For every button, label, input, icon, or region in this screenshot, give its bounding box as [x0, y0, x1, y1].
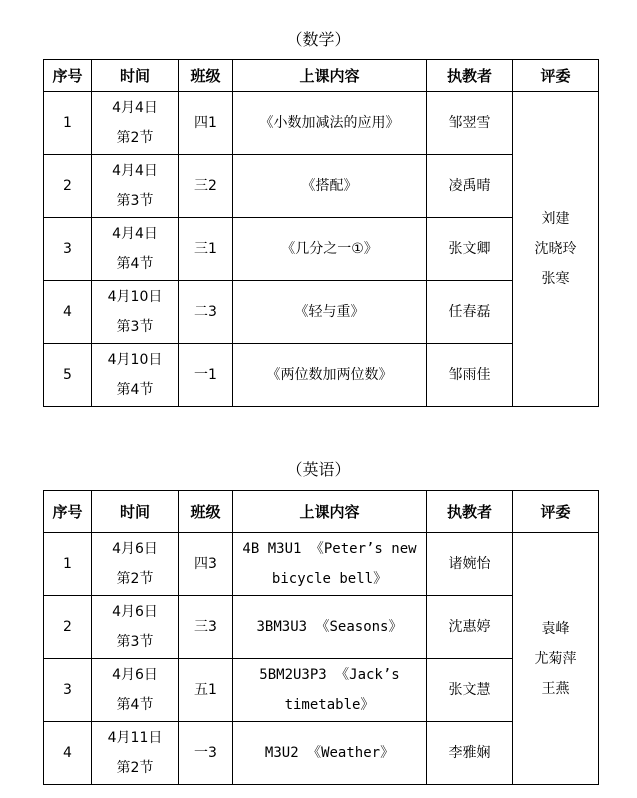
header-content: 上课内容 — [233, 491, 427, 533]
row-time — [92, 596, 179, 659]
row-no: 4 — [44, 281, 92, 344]
row-content-line: M3U2 《Weather》 — [264, 745, 395, 761]
row-time — [92, 92, 179, 155]
row-no: 2 — [44, 596, 92, 659]
row-date: 4月4日 — [112, 226, 158, 242]
row-class: 四3 — [179, 533, 233, 596]
row-teacher: 张文卿 — [427, 218, 513, 281]
judges-cell — [513, 533, 599, 785]
row-date: 4月10日 — [107, 352, 163, 368]
row-teacher: 沈惠婷 — [427, 596, 513, 659]
row-no: 5 — [44, 344, 92, 407]
row-class: 三3 — [179, 596, 233, 659]
judge-name: 张寒 — [541, 271, 570, 287]
row-period: 第3节 — [116, 319, 154, 335]
header-judges: 评委 — [513, 60, 599, 92]
row-no: 4 — [44, 722, 92, 785]
english-schedule-table — [43, 490, 599, 785]
row-no: 2 — [44, 155, 92, 218]
row-time — [92, 344, 179, 407]
judges-cell — [513, 92, 599, 407]
row-teacher: 任春磊 — [427, 281, 513, 344]
english-section-title: （英语） — [286, 460, 351, 479]
row-class: 一3 — [179, 722, 233, 785]
row-content — [233, 533, 427, 596]
header-class: 班级 — [179, 491, 233, 533]
row-period: 第4节 — [116, 256, 154, 272]
row-time — [92, 218, 179, 281]
row-content — [233, 596, 427, 659]
row-teacher: 张文慧 — [427, 659, 513, 722]
row-date: 4月6日 — [112, 541, 158, 557]
row-period: 第4节 — [116, 697, 154, 713]
header-judges: 评委 — [513, 491, 599, 533]
row-content: 《小数加减法的应用》 — [233, 92, 427, 155]
row-teacher: 邹翌雪 — [427, 92, 513, 155]
judge-name: 尤菊萍 — [534, 650, 577, 667]
row-content-line: 5BM2U3P3 《Jack’s — [259, 667, 400, 683]
header-class: 班级 — [179, 60, 233, 92]
judge-name: 刘建 — [541, 211, 570, 227]
header-teacher: 执教者 — [427, 491, 513, 533]
header-time: 时间 — [92, 491, 179, 533]
row-content-line: 3BM3U3 《Seasons》 — [256, 619, 403, 635]
row-content: 《搭配》 — [233, 155, 427, 218]
row-class: 三2 — [179, 155, 233, 218]
row-content-line: bicycle bell》 — [271, 571, 388, 587]
row-class: 三1 — [179, 218, 233, 281]
judge-name: 沈晓玲 — [534, 241, 577, 257]
table-row — [44, 533, 599, 596]
row-class: 五1 — [179, 659, 233, 722]
row-date: 4月6日 — [112, 604, 158, 620]
row-time — [92, 155, 179, 218]
row-content — [233, 722, 427, 785]
row-time — [92, 722, 179, 785]
header-no: 序号 — [44, 60, 92, 92]
row-teacher: 诸婉怡 — [427, 533, 513, 596]
row-content-line: timetable》 — [284, 697, 375, 713]
row-content: 《轻与重》 — [233, 281, 427, 344]
row-teacher: 凌禹晴 — [427, 155, 513, 218]
math-section-title: （数学） — [286, 30, 351, 49]
row-time — [92, 533, 179, 596]
row-teacher: 李雅娴 — [427, 722, 513, 785]
header-time: 时间 — [92, 60, 179, 92]
table-header-row — [44, 491, 599, 533]
table-row — [44, 92, 599, 155]
header-teacher: 执教者 — [427, 60, 513, 92]
row-no: 3 — [44, 218, 92, 281]
row-time — [92, 659, 179, 722]
row-content-line: 4B M3U1 《Peter’s new — [242, 541, 417, 557]
header-content: 上课内容 — [233, 60, 427, 92]
table-header-row — [44, 60, 599, 92]
row-period: 第3节 — [116, 193, 154, 209]
row-teacher: 邹雨佳 — [427, 344, 513, 407]
row-content: 《几分之一①》 — [233, 218, 427, 281]
row-period: 第2节 — [116, 130, 154, 146]
row-content: 《两位数加两位数》 — [233, 344, 427, 407]
judge-name: 王燕 — [541, 680, 570, 697]
row-period: 第2节 — [116, 760, 154, 776]
row-class: 四1 — [179, 92, 233, 155]
row-date: 4月4日 — [112, 100, 158, 116]
row-no: 1 — [44, 92, 92, 155]
row-date: 4月6日 — [112, 667, 158, 683]
row-period: 第2节 — [116, 571, 154, 587]
row-no: 3 — [44, 659, 92, 722]
row-no: 1 — [44, 533, 92, 596]
row-date: 4月4日 — [112, 163, 158, 179]
judge-name: 袁峰 — [541, 620, 570, 637]
row-date: 4月10日 — [107, 289, 163, 305]
row-content — [233, 659, 427, 722]
row-period: 第3节 — [116, 634, 154, 650]
row-time — [92, 281, 179, 344]
row-class: 一1 — [179, 344, 233, 407]
math-schedule-table — [43, 59, 599, 407]
row-period: 第4节 — [116, 382, 154, 398]
row-class: 二3 — [179, 281, 233, 344]
row-date: 4月11日 — [107, 730, 163, 746]
header-no: 序号 — [44, 491, 92, 533]
